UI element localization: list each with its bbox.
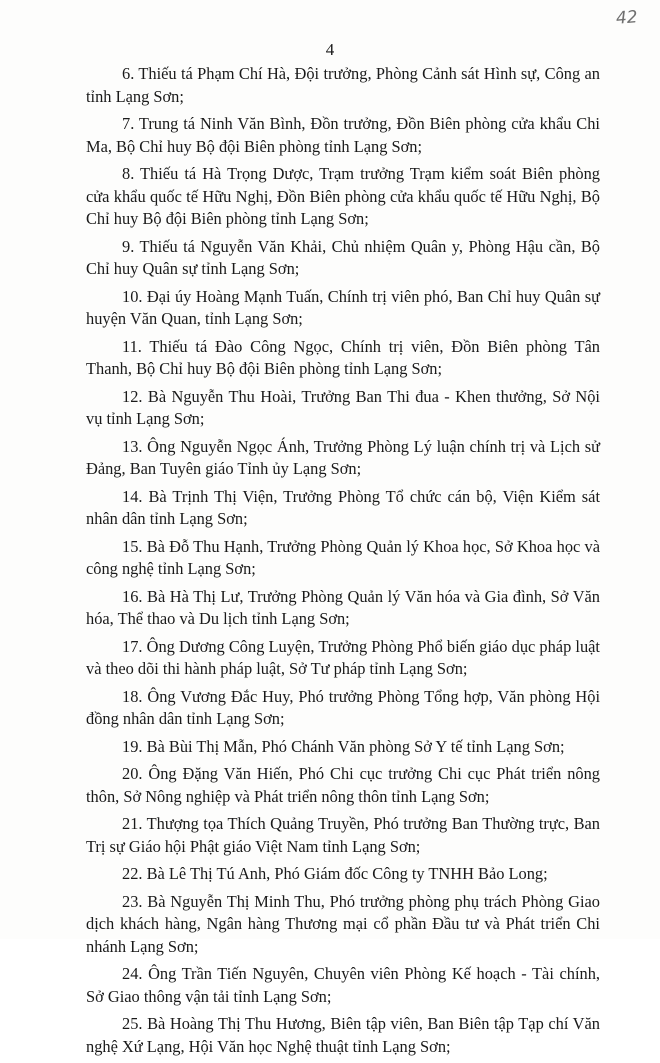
list-item: 13. Ông Nguyễn Ngọc Ánh, Trưởng Phòng Lý luận chính trị và Lịch sử Đảng, Ban Tuyên giáo Tỉnh ủy Lạng Sơn; bbox=[86, 436, 600, 478]
page-number: 4 bbox=[325, 40, 335, 59]
list-item: 20. Ông Đặng Văn Hiến, Phó Chi cục trưởng Chi cục Phát triển nông thôn, Sở Nông nghiệp và Phát triển nông thôn tỉnh Lạng Sơn; bbox=[86, 764, 600, 806]
list-item: 15. Bà Đỗ Thu Hạnh, Trưởng Phòng Quản lý Khoa học, Sở Khoa học và công nghệ tỉnh Lạng Sơn; bbox=[86, 536, 600, 578]
list-item: 21. Thượng tọa Thích Quảng Truyền, Phó trưởng Ban Thường trực, Ban Trị sự Giáo hội Phật giáo Việt Nam tỉnh Lạng Sơn; bbox=[86, 814, 600, 856]
list-item: 16. Bà Hà Thị Lư, Trưởng Phòng Quản lý Văn hóa và Gia đình, Sở Văn hóa, Thể thao và Du lịch tỉnh Lạng Sơn; bbox=[86, 586, 600, 628]
list-item: 24. Ông Trần Tiến Nguyên, Chuyên viên Phòng Kế hoạch - Tài chính, Sở Giao thông vận tải tỉnh Lạng Sơn; bbox=[86, 964, 600, 1006]
list-item: 25. Bà Hoàng Thị Thu Hương, Biên tập viên, Ban Biên tập Tạp chí Văn nghệ Xứ Lạng, Hội Văn học Nghệ thuật tỉnh Lạng Sơn; bbox=[86, 1014, 600, 1056]
list-item: 8. Thiếu tá Hà Trọng Dược, Trạm trưởng Trạm kiểm soát Biên phòng cửa khẩu quốc tế Hữu Nghị, Đồn Biên phòng cửa khẩu quốc tế Hữu Nghị, Bộ Chỉ huy Bộ đội Biên phòng tỉnh Lạng Sơn; bbox=[86, 164, 600, 228]
handwritten-page-mark: 42 bbox=[615, 7, 639, 29]
list-item: 9. Thiếu tá Nguyễn Văn Khải, Chủ nhiệm Quân y, Phòng Hậu cần, Bộ Chỉ huy Quân sự tỉnh Lạng Sơn; bbox=[86, 236, 600, 278]
list-item: 18. Ông Vương Đắc Huy, Phó trưởng Phòng Tổng hợp, Văn phòng Hội đồng nhân dân tỉnh Lạng Sơn; bbox=[86, 686, 600, 728]
list-item: 22. Bà Lê Thị Tú Anh, Phó Giám đốc Công ty TNHH Bảo Long; bbox=[122, 864, 548, 883]
list-item: 23. Bà Nguyễn Thị Minh Thu, Phó trưởng phòng phụ trách Phòng Giao dịch khách hàng, Ngân hàng Thương mại cổ phần Đầu tư và Phát triển Chi nhánh Lạng Sơn; bbox=[86, 891, 600, 956]
list-item: 11. Thiếu tá Đào Công Ngọc, Chính trị viên, Đồn Biên phòng Tân Thanh, Bộ Chỉ huy Bộ đội Biên phòng tỉnh Lạng Sơn; bbox=[86, 336, 600, 378]
list-item: 6. Thiếu tá Phạm Chí Hà, Đội trưởng, Phòng Cảnh sát Hình sự, Công an tỉnh Lạng Sơn; bbox=[86, 64, 600, 106]
list-item: 17. Ông Dương Công Luyện, Trưởng Phòng Phổ biến giáo dục pháp luật và theo dõi thi hành pháp luật, Sở Tư pháp tỉnh Lạng Sơn; bbox=[86, 636, 600, 678]
list-item: 7. Trung tá Ninh Văn Bình, Đồn trưởng, Đồn Biên phòng cửa khẩu Chi Ma, Bộ Chỉ huy Bộ đội Biên phòng tỉnh Lạng Sơn; bbox=[86, 114, 600, 156]
list-item: 10. Đại úy Hoàng Mạnh Tuấn, Chính trị viên phó, Ban Chỉ huy Quân sự huyện Văn Quan, tỉnh Lạng Sơn; bbox=[86, 286, 600, 328]
list-item: 12. Bà Nguyễn Thu Hoài, Trưởng Ban Thi đua - Khen thưởng, Sở Nội vụ tỉnh Lạng Sơn; bbox=[86, 386, 600, 428]
list-item: 14. Bà Trịnh Thị Viện, Trưởng Phòng Tổ chức cán bộ, Viện Kiểm sát nhân dân tỉnh Lạng Sơn; bbox=[86, 486, 600, 528]
award-recipient-list bbox=[86, 63, 600, 1063]
list-item: 19. Bà Bùi Thị Mẫn, Phó Chánh Văn phòng Sở Y tế tỉnh Lạng Sơn; bbox=[122, 736, 565, 756]
